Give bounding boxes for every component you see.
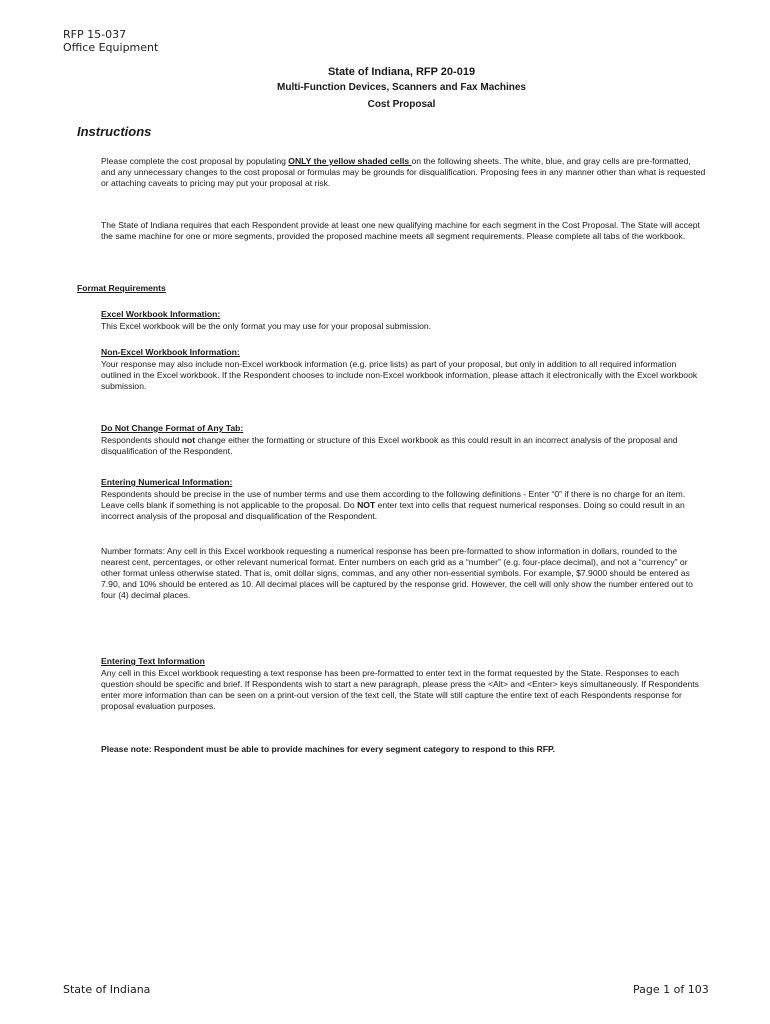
numerical-info-text-b: enter text into cells that request numerical responses. Doing so could result in an incorrect analysis of the proposal and disqualification of the Respondent.	[101, 500, 685, 521]
non-excel-text: Your response may also include non-Excel workbook information (e.g. price lists) as part of your proposal, but only in addition to all required information outlined in the Excel workbook. If the Respondent chooses to include non-Excel workbook information, please attach it electronically with the Excel workbook submission.	[101, 359, 698, 391]
header-rfp-number: RFP 15-037	[63, 28, 127, 41]
number-formats-text: Number formats: Any cell in this Excel workbook requesting a numerical response has been pre-formatted to show information in dollars, rounded to the nearest cent, percentages, or other relevant numerical format. Enter numbers on each grid as a “number” (e.g. four-place decimal), and not a “currency” or other format unless otherwise stated. That is, omit dollar signs, commas, and any other non-essential symbols. For example, $7.9000 should be entered as 7.90, and 10% should be entered as 10. All decimal places will be captured by the response grid. However, the cell will only show the number entered out to four (4) decimal places.	[101, 546, 693, 600]
do-not-change-emphasis: not	[181, 435, 196, 445]
numerical-info-text	[101, 489, 706, 522]
footer-left: State of Indiana	[63, 983, 151, 996]
document-title: State of Indiana, RFP 20-019	[327, 66, 476, 78]
intro-p1-emphasis: ONLY the yellow shaded cells	[288, 156, 412, 166]
instructions-heading: Instructions	[77, 124, 152, 139]
document-section-title: Cost Proposal	[367, 99, 436, 110]
footer-page-number: Page 1 of 103	[633, 983, 709, 996]
do-not-change-text-a: Respondents should	[101, 435, 182, 445]
do-not-change-text	[101, 435, 706, 457]
intro-p1-text-b: on the following sheets. The white, blue, and gray cells are pre-formatted, and any unnecessary changes to the cost proposal or formulas may be grounds for disqualification. Proposing fees in any manner other than what is requested or attaching caveats to pricing may put your proposal at risk.	[101, 156, 706, 188]
excel-workbook-heading: Excel Workbook Information:	[101, 309, 221, 319]
numerical-info-text-a: Respondents should be precise in the use of number terms and use them according to the following definitions - Enter “0” if there is no charge for an item. Leave cells blank if something is not applicable to the proposal. Do	[101, 489, 686, 510]
intro-paragraph-1	[101, 156, 706, 189]
numerical-info-heading: Entering Numerical Information:	[101, 477, 233, 487]
numerical-info-emphasis: NOT	[357, 500, 376, 510]
intro-paragraph-2: The State of Indiana requires that each Respondent provide at least one new qualifying machine for each segment in the Cost Proposal. The State will accept the same machine for one or more segments, provided the proposed machine meets all segment requirements. Please complete all tabs of the workbook.	[101, 220, 700, 241]
intro-p1-text-a: Please complete the cost proposal by populating	[101, 156, 289, 166]
text-info-heading: Entering Text Information	[101, 656, 205, 666]
text-info-text: Any cell in this Excel workbook requesting a text response has been pre-formatted to enter text in the format requested by the State. Responses to each question should be specific and brief. If Respondents wish to start a new paragraph, please press the <Alt> and <Enter> keys simultaneously. If Respondents enter more information than can be seen on a print-out version of the text cell, the State will still capture the entire text of each Respondents response for proposal evaluation purposes.	[101, 668, 699, 711]
header-category: Office Equipment	[63, 41, 159, 54]
non-excel-heading: Non-Excel Workbook Information:	[101, 347, 240, 357]
do-not-change-heading: Do Not Change Format of Any Tab:	[101, 423, 244, 433]
format-requirements-heading: Format Requirements	[77, 283, 166, 293]
do-not-change-text-b: change either the formatting or structure of this Excel workbook as this could result in an incorrect analysis of the proposal and disqualification of the Respondent.	[101, 435, 678, 456]
excel-workbook-text: This Excel workbook will be the only format you may use for your proposal submission.	[101, 321, 432, 331]
please-note: Please note: Respondent must be able to provide machines for every segment category to respond to this RFP.	[101, 744, 555, 754]
document-subtitle: Multi-Function Devices, Scanners and Fax Machines	[277, 82, 526, 93]
